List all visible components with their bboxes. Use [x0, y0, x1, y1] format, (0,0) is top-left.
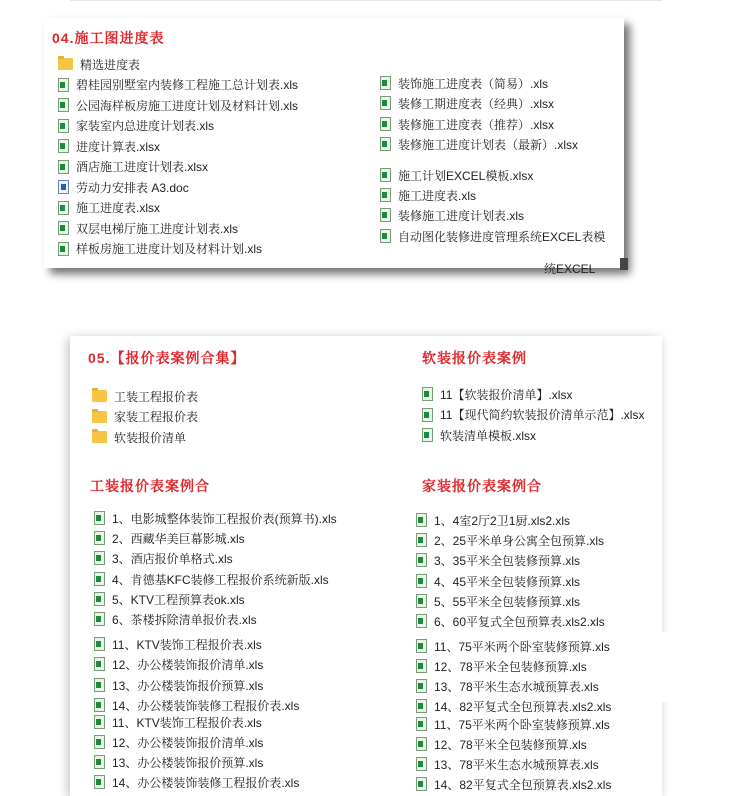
file-item[interactable]	[58, 179, 189, 195]
file-item[interactable]	[94, 611, 257, 627]
folder-icon	[92, 390, 107, 402]
file-label: 进度计算表.xlsx	[76, 139, 161, 154]
word-file-icon	[58, 180, 69, 194]
file-label: 自动图化装修进度管理系统EXCEL表模	[398, 229, 606, 244]
file-item[interactable]	[416, 573, 580, 589]
excel-file-icon	[380, 117, 391, 131]
file-item[interactable]	[58, 200, 160, 216]
file-item[interactable]	[380, 136, 578, 152]
excel-file-icon	[58, 78, 69, 92]
file-item[interactable]	[94, 734, 263, 750]
excel-file-icon	[58, 119, 69, 133]
excel-file-icon	[58, 160, 69, 174]
overflow-label: 统EXCEL	[544, 261, 596, 276]
file-item[interactable]	[94, 571, 329, 587]
file-label: 施工计划EXCEL模板.xlsx	[398, 168, 534, 183]
excel-file-icon	[416, 553, 427, 567]
file-item[interactable]	[94, 550, 233, 566]
excel-file-icon	[94, 678, 105, 692]
file-item[interactable]	[422, 427, 536, 443]
file-item[interactable]	[380, 187, 476, 203]
top-divider	[70, 0, 662, 1]
excel-file-icon	[94, 572, 105, 586]
gz-quote-title: 工装报价表案例合	[90, 478, 210, 494]
excel-file-icon	[422, 428, 433, 442]
file-label: 6、60平复式全包预算表.xls2.xls	[434, 614, 605, 629]
file-label: 14、82平复式全包预算表.xls2.xls	[434, 777, 612, 792]
file-item[interactable]	[94, 510, 337, 526]
file-label: 3、35平米全包装修预算.xls	[434, 553, 581, 568]
excel-file-icon	[380, 229, 391, 243]
excel-file-icon	[416, 737, 427, 751]
file-item[interactable]	[94, 714, 262, 730]
file-item[interactable]	[416, 698, 611, 714]
file-item[interactable]	[380, 95, 554, 111]
file-label: 5、55平米全包装修预算.xls	[434, 594, 581, 609]
file-item[interactable]	[58, 97, 298, 113]
file-item[interactable]	[416, 638, 610, 654]
file-label: 12、办公楼装饰报价清单.xls	[112, 735, 264, 750]
file-label: 11【现代简约软装报价清单示范】.xlsx	[440, 408, 645, 422]
excel-file-icon	[380, 168, 391, 182]
excel-file-icon	[416, 513, 427, 527]
file-label: 家装工程报价表	[114, 410, 199, 424]
file-label: 碧桂园别墅室内装修工程施工总计划表.xls	[76, 78, 299, 92]
soft-quote-title: 软装报价表案例	[422, 350, 527, 366]
excel-file-icon	[94, 715, 105, 729]
file-label: 装修工期进度表（经典）.xlsx	[398, 96, 555, 111]
excel-file-icon	[416, 639, 427, 653]
folder-icon	[58, 58, 73, 70]
file-item[interactable]	[416, 613, 605, 629]
excel-file-icon	[58, 221, 69, 235]
excel-file-icon	[94, 511, 105, 525]
file-label: 劳动力安排表 A3.doc	[76, 180, 189, 195]
file-item[interactable]	[58, 118, 214, 134]
file-label: 6、茶楼拆除清单报价表.xls	[112, 612, 257, 627]
file-label: 施工进度表.xls	[398, 188, 477, 203]
excel-file-icon	[416, 533, 427, 547]
file-item[interactable]	[416, 678, 599, 694]
file-item[interactable]	[94, 530, 245, 546]
file-item[interactable]	[422, 386, 572, 402]
file-label: 施工进度表.xlsx	[76, 201, 161, 215]
file-label: 装修施工进度计划表（最新）.xlsx	[398, 137, 579, 152]
excel-file-icon	[416, 777, 427, 791]
file-label: 酒店施工进度计划表.xlsx	[76, 160, 209, 174]
file-label: 4、肯德基KFC装修工程报价系统新版.xls	[112, 572, 329, 587]
file-label: 家装室内总进度计划表.xls	[76, 119, 215, 133]
excel-file-icon	[94, 775, 105, 789]
file-label: 12、78平米全包装修预算.xls	[434, 737, 587, 752]
folder-item[interactable]	[92, 388, 198, 404]
excel-file-icon	[94, 698, 105, 712]
excel-file-icon	[416, 659, 427, 673]
file-label: 11【软装报价清单】.xlsx	[440, 387, 573, 402]
file-item[interactable]	[416, 716, 610, 732]
section-05-title: 05.【报价表案例合集】	[88, 350, 246, 366]
excel-file-icon	[58, 201, 69, 215]
file-item[interactable]	[94, 591, 245, 607]
file-item[interactable]	[380, 167, 533, 183]
excel-file-icon	[416, 679, 427, 693]
file-label: 装修施工进度表（推荐）.xlsx	[398, 117, 555, 132]
file-label: 14、办公楼装饰装修工程报价表.xls	[112, 698, 300, 713]
right-blank-panel	[655, 632, 750, 702]
file-item[interactable]	[416, 532, 604, 548]
folder-item[interactable]	[92, 429, 186, 445]
file-item[interactable]	[380, 75, 548, 91]
file-item[interactable]	[58, 138, 160, 154]
file-item[interactable]	[94, 677, 263, 693]
excel-file-icon	[416, 717, 427, 731]
file-label: 11、KTV装饰工程报价表.xls	[112, 715, 262, 730]
file-label: 11、KTV装饰工程报价表.xls	[112, 637, 262, 652]
excel-file-icon	[422, 408, 433, 422]
file-label: 14、82平复式全包预算表.xls2.xls	[434, 699, 612, 714]
file-item[interactable]	[58, 220, 238, 236]
schedule-card	[44, 18, 624, 276]
file-label: 14、办公楼装饰装修工程报价表.xls	[112, 775, 300, 790]
folder-icon	[92, 431, 107, 443]
excel-file-icon	[380, 76, 391, 90]
file-item[interactable]	[380, 116, 554, 132]
file-item[interactable]	[416, 776, 611, 792]
file-label: 13、78平米生态水城预算表.xls	[434, 679, 599, 694]
file-label: 13、办公楼装饰报价预算.xls	[112, 678, 264, 693]
file-label: 3、酒店报价单格式.xls	[112, 551, 233, 566]
file-label: 5、KTV工程预算表ok.xls	[112, 592, 245, 607]
file-item[interactable]	[94, 774, 299, 790]
corner-mark	[620, 258, 628, 270]
file-label: 软装报价清单	[114, 430, 187, 445]
file-label: 12、办公楼装饰报价清单.xls	[112, 657, 264, 672]
excel-file-icon	[416, 574, 427, 588]
file-label: 11、75平米两个卧室装修预算.xls	[434, 717, 610, 732]
excel-file-icon	[380, 208, 391, 222]
file-item[interactable]	[416, 593, 580, 609]
quote-card	[70, 336, 662, 796]
jz-quote-title: 家装报价表案例合	[422, 478, 542, 494]
folder-item[interactable]	[92, 409, 198, 425]
excel-file-icon	[58, 139, 69, 153]
file-label: 2、西藏华美巨幕影城.xls	[112, 531, 245, 546]
file-item[interactable]	[422, 407, 644, 423]
file-label: 装修施工进度计划表.xls	[398, 208, 525, 223]
excel-file-icon	[416, 594, 427, 608]
excel-file-icon	[94, 592, 105, 606]
file-label: 公园海样板房施工进度计划及材料计划.xls	[76, 98, 299, 113]
file-label: 11、75平米两个卧室装修预算.xls	[434, 639, 610, 654]
file-item[interactable]	[94, 754, 263, 770]
excel-file-icon	[94, 755, 105, 769]
file-item[interactable]	[380, 228, 605, 244]
excel-file-icon	[380, 96, 391, 110]
file-item[interactable]	[94, 697, 299, 713]
excel-file-icon	[380, 188, 391, 202]
excel-file-icon	[422, 387, 433, 401]
folder-icon	[92, 411, 107, 423]
file-label: 1、4室2厅2卫1厨.xls2.xls	[434, 513, 571, 528]
file-label: 软装清单模板.xlsx	[440, 428, 537, 443]
file-label: 工装工程报价表	[114, 389, 199, 404]
file-item[interactable]	[58, 241, 262, 257]
file-label: 13、78平米生态水城预算表.xls	[434, 757, 599, 772]
file-item[interactable]	[380, 207, 524, 223]
file-label: 12、78平米全包装修预算.xls	[434, 659, 587, 674]
excel-file-icon	[94, 551, 105, 565]
file-label: 1、电影城整体装饰工程报价表(预算书).xls	[112, 511, 337, 526]
excel-file-icon	[94, 735, 105, 749]
excel-file-icon	[416, 614, 427, 628]
excel-file-icon	[58, 242, 69, 256]
file-item[interactable]	[416, 658, 587, 674]
excel-file-icon	[58, 98, 69, 112]
excel-file-icon	[94, 637, 105, 651]
excel-file-icon	[416, 699, 427, 713]
file-label: 13、办公楼装饰报价预算.xls	[112, 755, 264, 770]
file-item[interactable]	[416, 736, 587, 752]
excel-file-icon	[94, 612, 105, 626]
file-item[interactable]	[416, 552, 580, 568]
file-label: 精选进度表	[80, 57, 141, 72]
file-label: 双层电梯厅施工进度计划表.xls	[76, 221, 239, 236]
file-item[interactable]	[58, 56, 140, 72]
file-label: 样板房施工进度计划及材料计划.xls	[76, 242, 263, 256]
excel-file-icon	[416, 757, 427, 771]
file-item[interactable]	[94, 656, 263, 672]
file-label: 2、25平米单身公寓全包预算.xls	[434, 533, 605, 548]
excel-file-icon	[94, 657, 105, 671]
section-04-title: 04.施工图进度表	[52, 30, 165, 46]
file-item[interactable]	[58, 77, 298, 93]
excel-file-icon	[94, 531, 105, 545]
file-item[interactable]	[94, 636, 262, 652]
file-item[interactable]	[416, 756, 599, 772]
file-item[interactable]	[58, 159, 208, 175]
file-label: 4、45平米全包装修预算.xls	[434, 574, 581, 589]
overflow-text	[544, 260, 595, 276]
excel-file-icon	[380, 137, 391, 151]
file-label: 装饰施工进度表（简易）.xls	[398, 76, 549, 91]
file-item[interactable]	[416, 512, 570, 528]
